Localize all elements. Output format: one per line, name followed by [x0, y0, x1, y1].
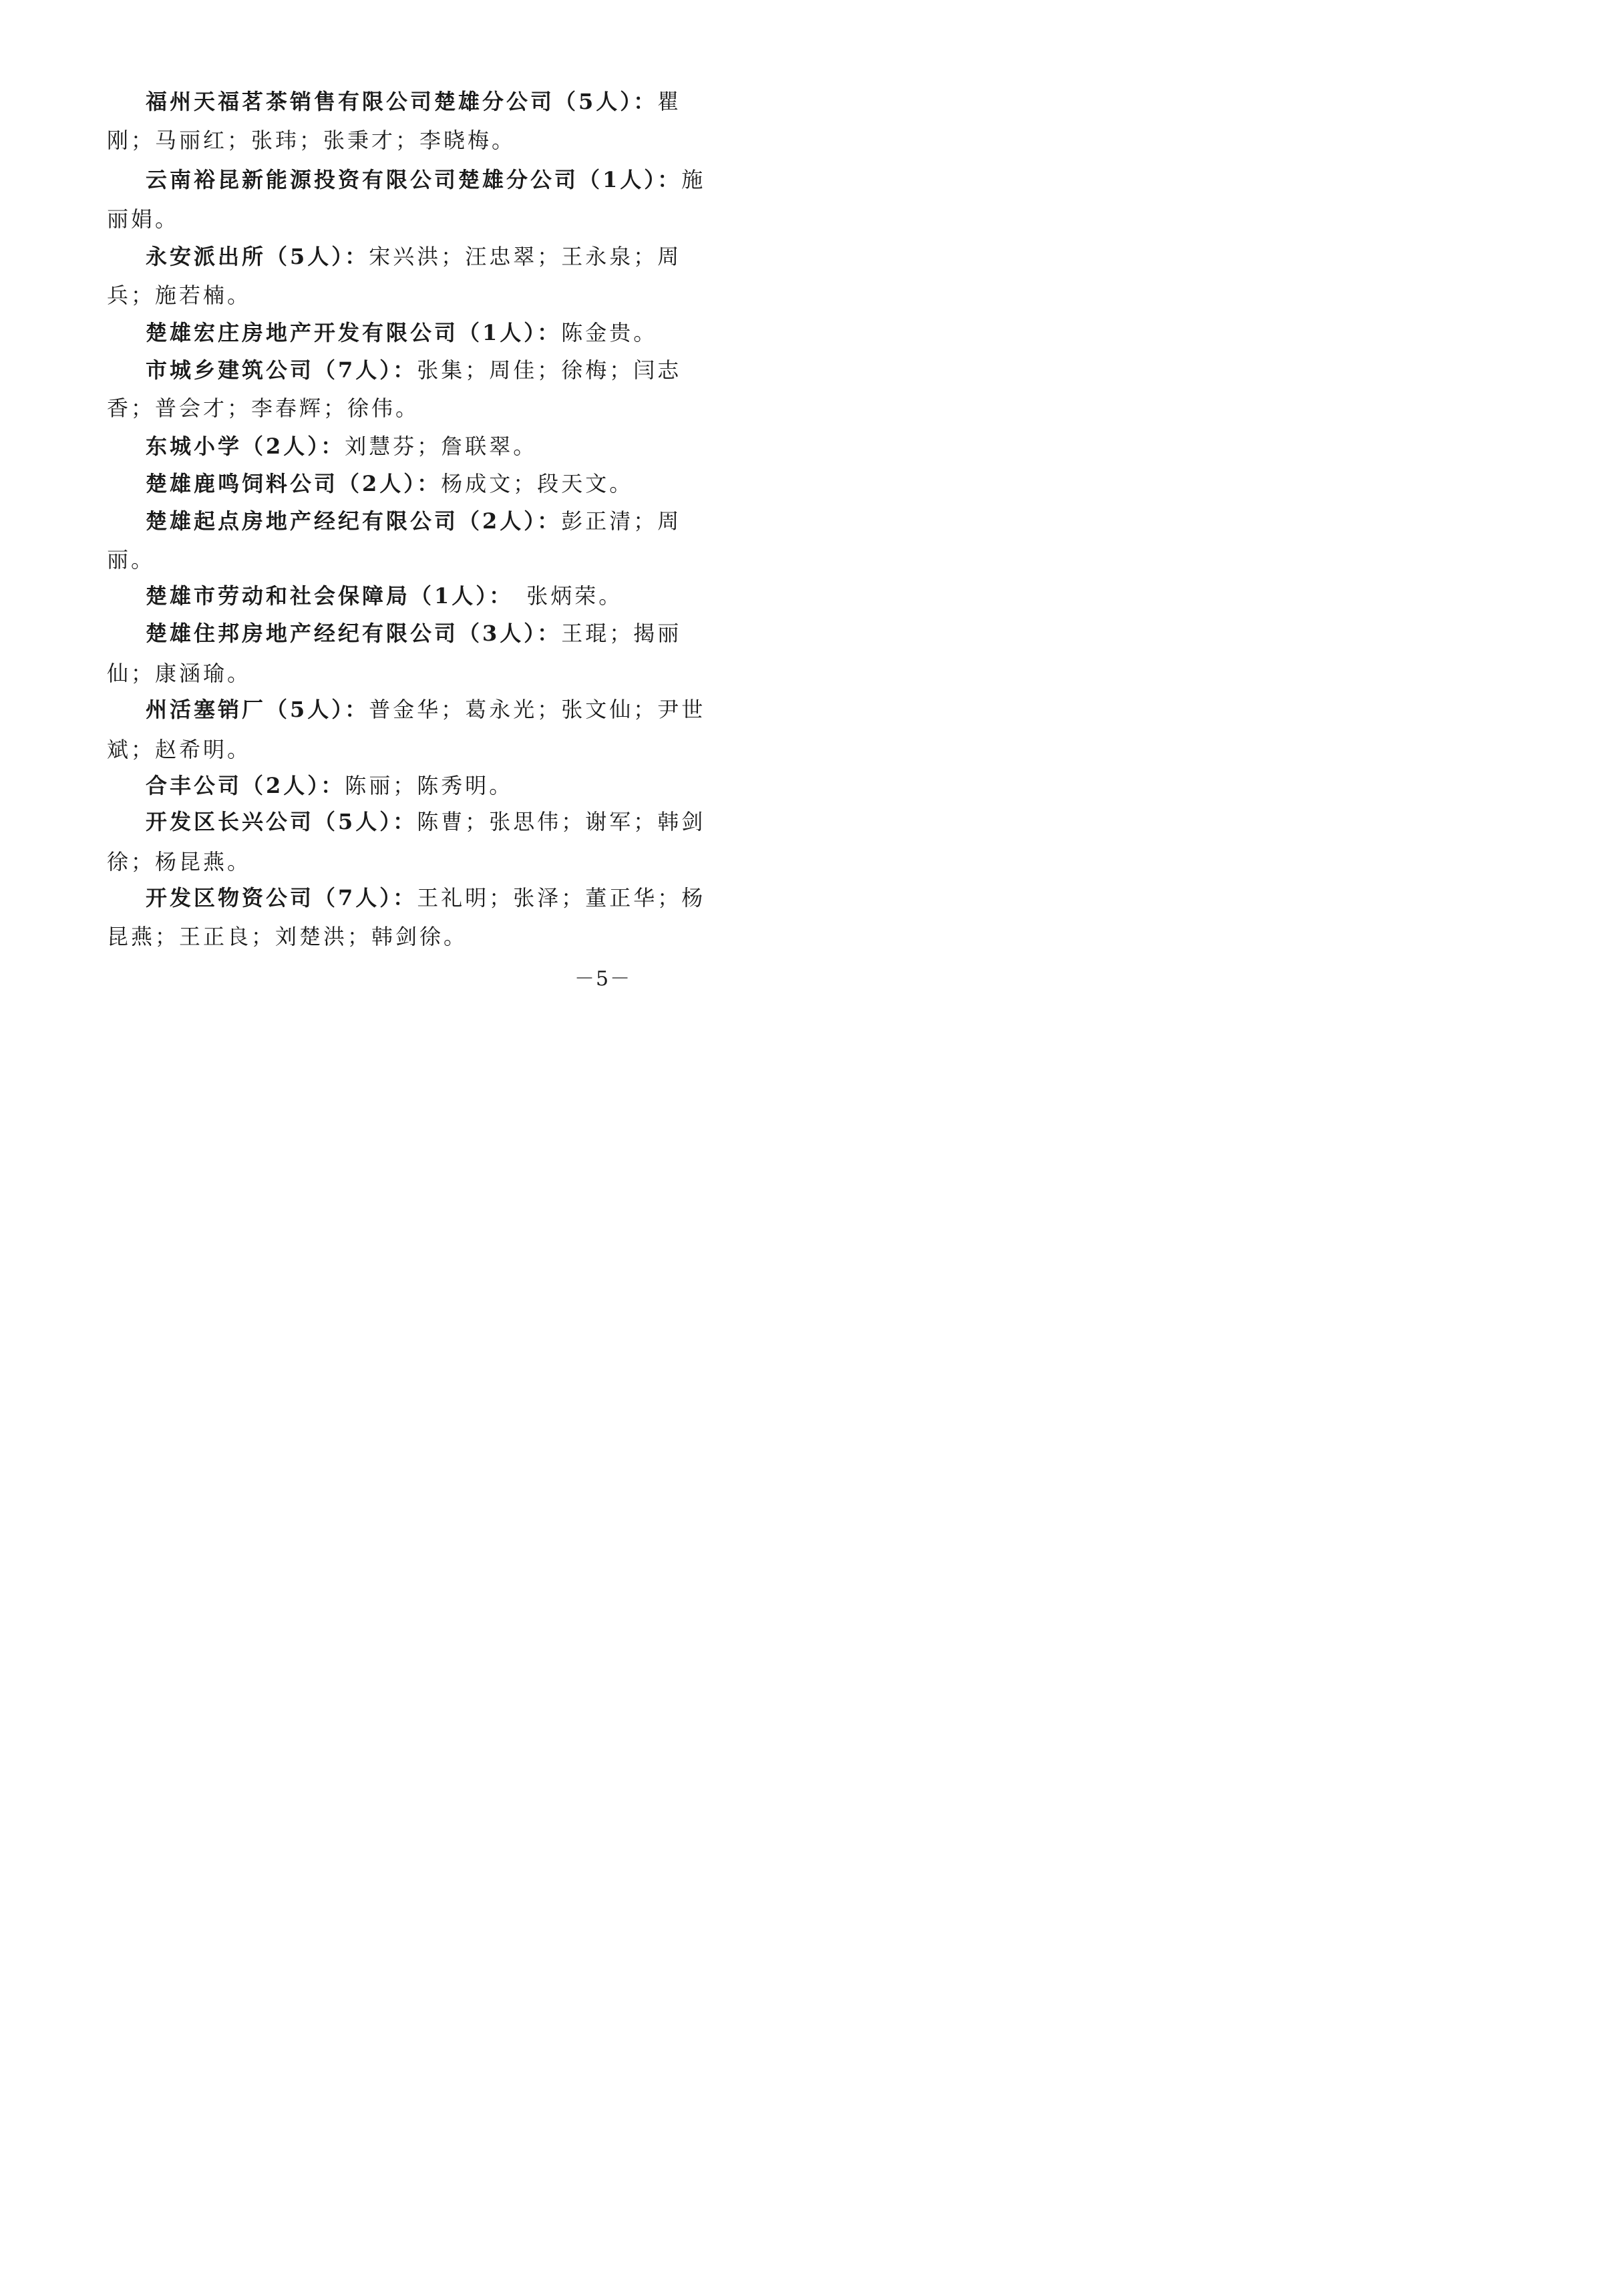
entry-line	[146, 620, 682, 647]
entry-continuation	[107, 206, 635, 232]
member-names: 昆燕；王正良；刘楚洪；韩剑徐。	[107, 924, 468, 949]
member-names: 丽娟。	[107, 206, 180, 232]
entry-continuation	[107, 395, 635, 422]
member-names: 宋兴洪；汪忠翠；王永泉；周	[369, 244, 682, 269]
entry-line	[146, 357, 682, 383]
entry-line	[146, 433, 633, 460]
organization-name: 楚雄鹿鸣饲料公司（2人）：	[146, 471, 441, 496]
member-names: 施	[681, 167, 706, 192]
member-names: 徐；杨昆燕。	[107, 849, 252, 874]
entry-line	[146, 583, 633, 609]
entry-line	[146, 508, 682, 534]
entry-continuation	[107, 736, 635, 763]
member-names: 仙；康涵瑜。	[107, 661, 252, 686]
member-names: 斌；赵希明。	[107, 737, 252, 762]
entry-line	[146, 319, 658, 346]
member-names: 香；普会才；李春辉；徐伟。	[107, 395, 420, 421]
document-page	[0, 0, 735, 1048]
organization-name: 东城小学（2人）：	[146, 434, 345, 459]
entry-line	[146, 166, 706, 193]
entry-continuation	[107, 660, 635, 687]
page-number: －5－	[574, 967, 632, 991]
entry-line	[146, 243, 682, 270]
organization-name: 开发区长兴公司（5人）：	[146, 809, 417, 834]
member-names: 瞿	[657, 89, 682, 114]
member-names: 王礼明；张泽；董正华；杨	[417, 885, 706, 911]
member-names: 张集；周佳；徐梅；闫志	[417, 357, 682, 383]
organization-name: 开发区物资公司（7人）：	[146, 885, 417, 911]
member-names: 陈丽；陈秀明。	[345, 773, 514, 798]
entry-continuation	[107, 923, 635, 950]
organization-name: 永安派出所（5人）：	[146, 244, 369, 269]
organization-name: 楚雄市劳动和社会保障局（1人）：	[146, 583, 503, 609]
organization-name: 州活塞销厂（5人）：	[146, 697, 369, 722]
member-names: 彭正清；周	[561, 508, 682, 534]
member-names: 王琨；揭丽	[561, 621, 682, 646]
entry-line	[146, 808, 706, 835]
member-names: 陈金贵。	[561, 320, 658, 345]
member-names: 张炳荣。	[502, 583, 623, 609]
member-names: 普金华；葛永光；张文仙；尹世	[369, 697, 706, 722]
organization-name: 云南裕昆新能源投资有限公司楚雄分公司（1人）：	[146, 167, 682, 192]
member-names: 杨成文；段天文。	[441, 471, 634, 496]
entry-line	[146, 470, 633, 497]
member-names: 兵；施若楠。	[107, 283, 252, 308]
entry-continuation	[107, 546, 635, 573]
member-names: 刘慧芬；詹联翠。	[345, 434, 538, 459]
organization-name: 楚雄起点房地产经纪有限公司（2人）：	[146, 508, 562, 534]
organization-name: 楚雄住邦房地产经纪有限公司（3人）：	[146, 621, 562, 646]
member-names: 陈曹；张思伟；谢军；韩剑	[417, 809, 706, 834]
entry-continuation	[107, 282, 635, 309]
entry-continuation	[107, 848, 635, 875]
entry-line	[146, 696, 706, 723]
organization-name: 福州天福茗茶销售有限公司楚雄分公司（5人）：	[146, 89, 658, 114]
entry-line	[146, 772, 633, 799]
organization-name: 合丰公司（2人）：	[146, 773, 345, 798]
entry-continuation	[107, 127, 635, 154]
entry-line	[146, 884, 706, 911]
organization-name: 楚雄宏庄房地产开发有限公司（1人）：	[146, 320, 562, 345]
member-names: 丽。	[107, 547, 156, 572]
entry-line	[146, 88, 682, 115]
organization-name: 市城乡建筑公司（7人）：	[146, 357, 417, 383]
member-names: 刚；马丽红；张玮；张秉才；李晓梅。	[107, 128, 516, 153]
